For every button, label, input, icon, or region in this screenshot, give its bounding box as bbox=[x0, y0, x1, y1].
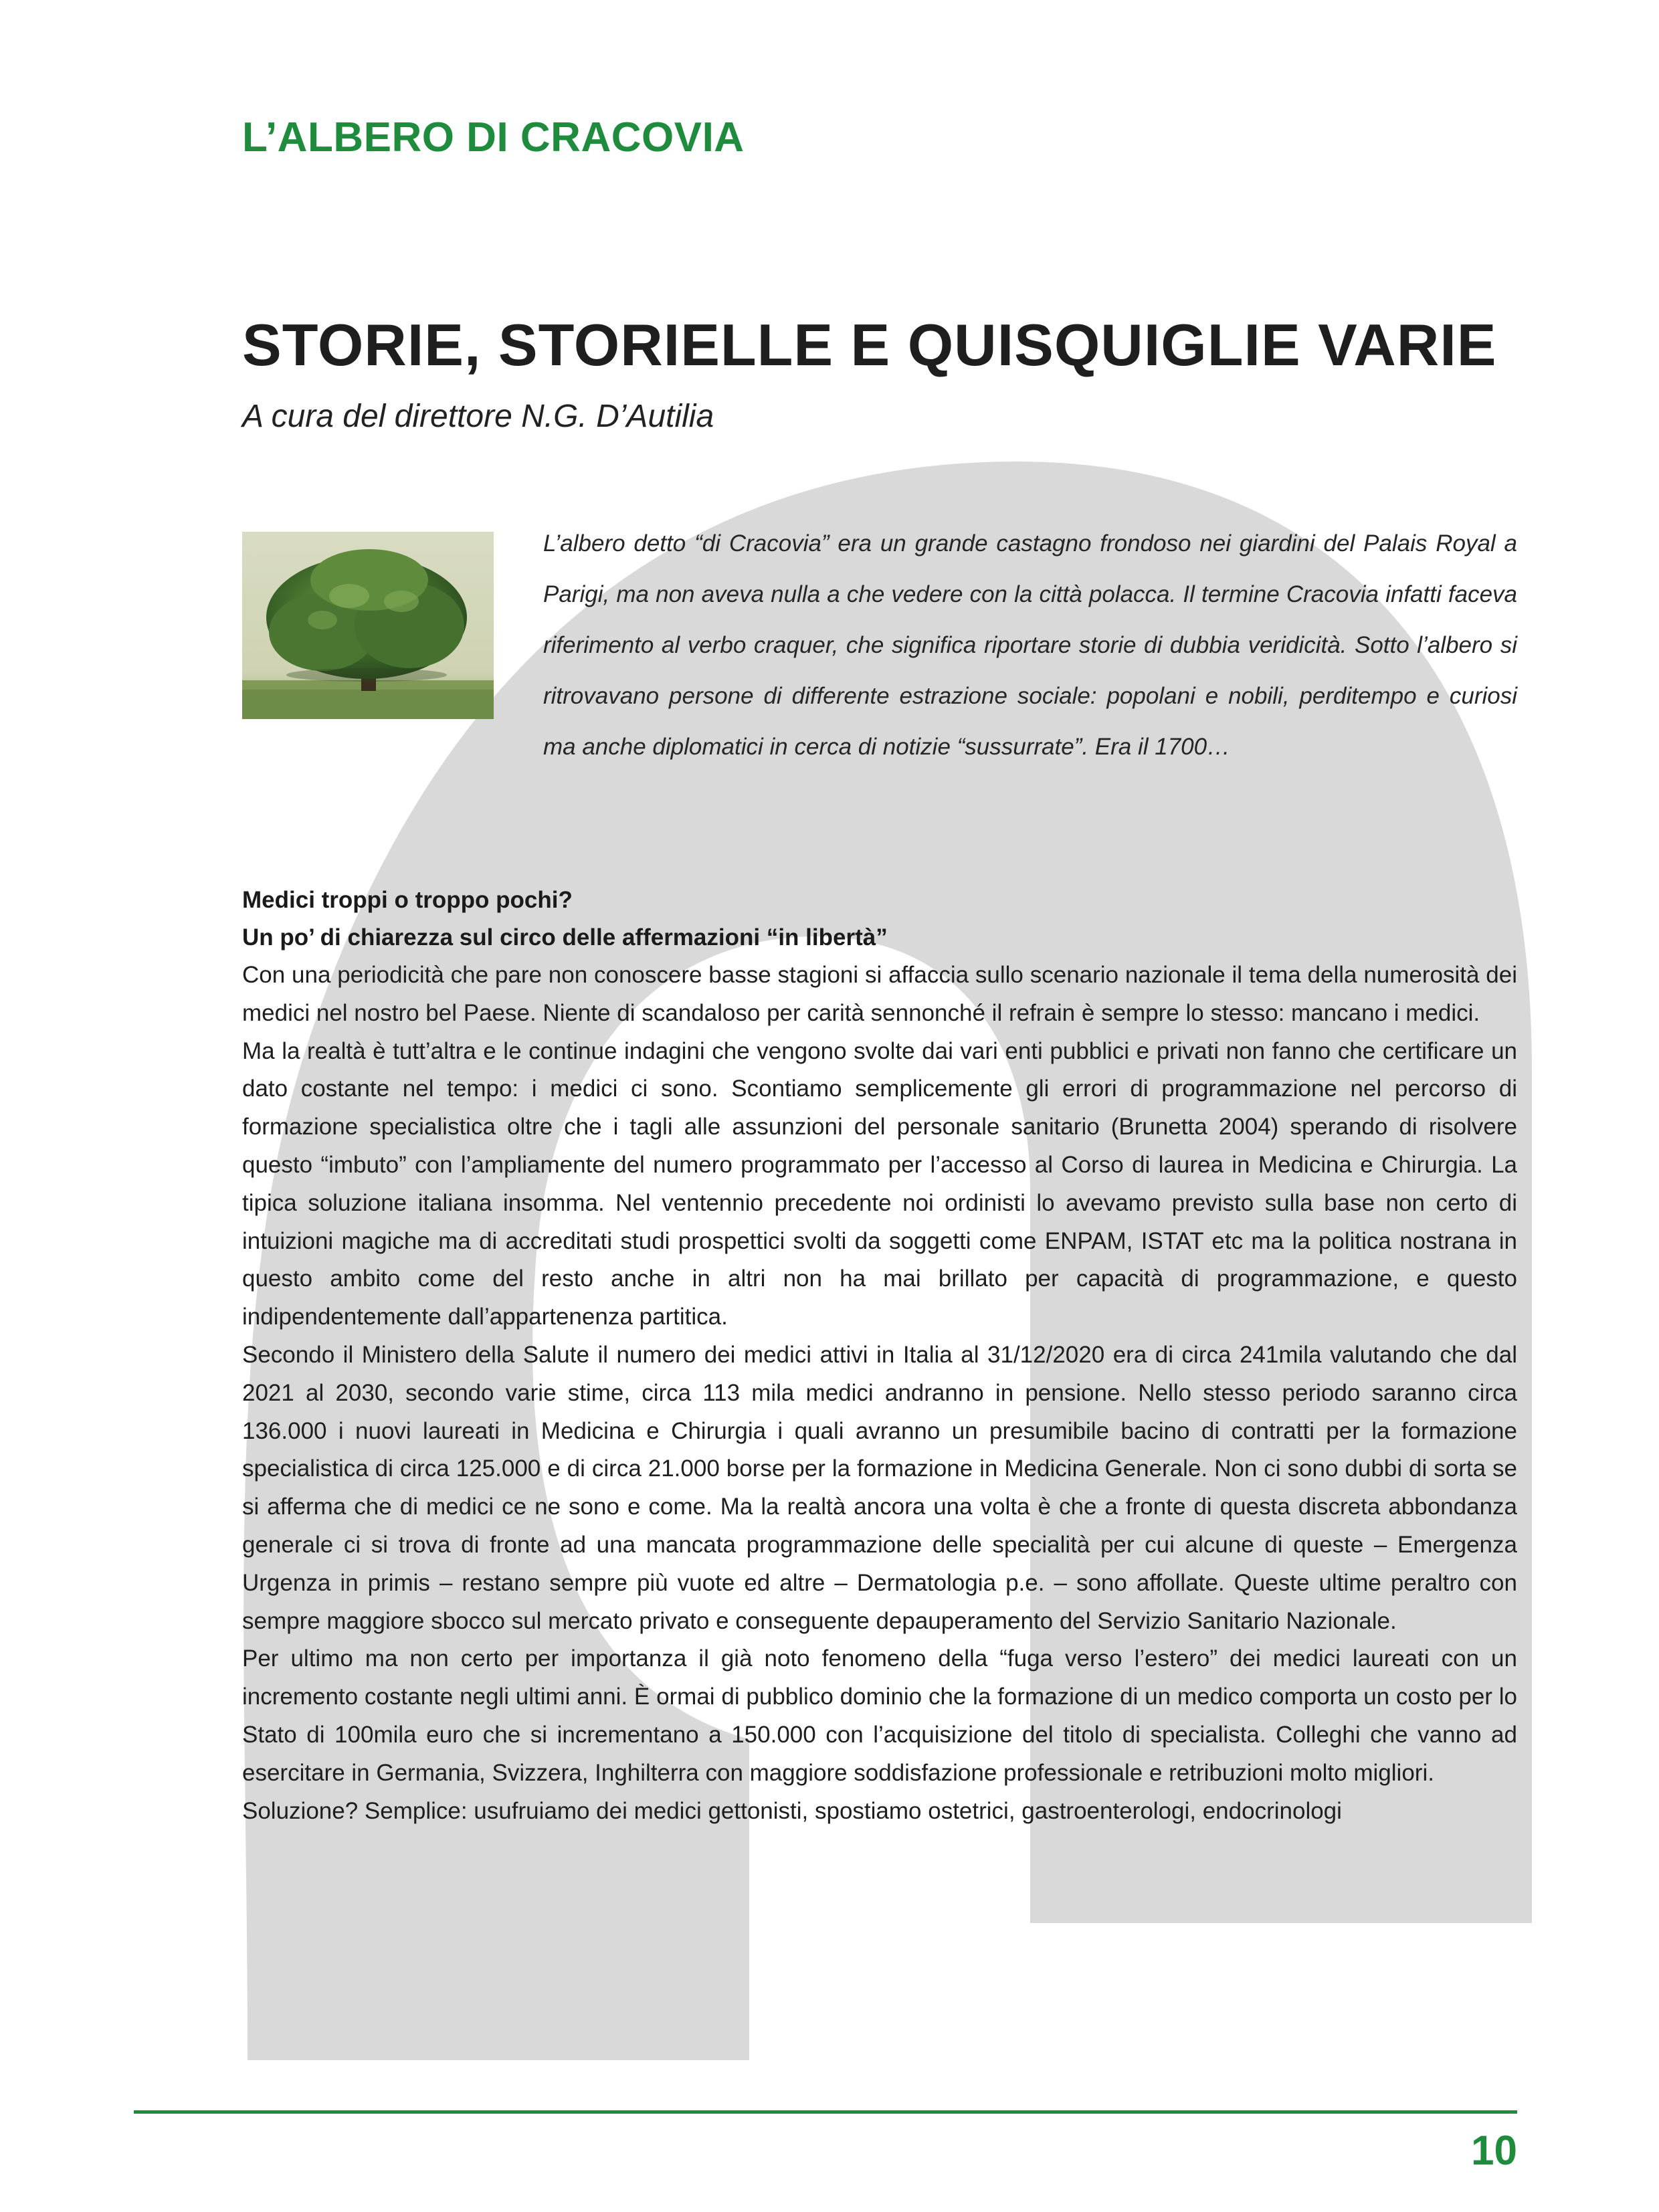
byline: A cura del direttore N.G. D’Autilia bbox=[242, 399, 714, 434]
article-heading bbox=[242, 882, 1517, 957]
article-paragraph: Soluzione? Semplice: usufruiamo dei medici gettonisti, spostiamo ostetrici, gastroenterologi, endocrinologi bbox=[242, 1797, 1342, 1824]
page-number: 10 bbox=[1471, 2128, 1517, 2174]
article-heading-subtitle: Un po’ di chiarezza sul circo delle affermazioni “in libertà” bbox=[242, 924, 888, 950]
article-heading-question: Medici troppi o troppo pochi? bbox=[242, 887, 573, 913]
intro-text: L’albero detto “di Cracovia” era un grande castagno frondoso nei giardini del Palais Royal a Parigi, ma non aveva nulla a che vedere con la città polacca. Il termine Cracovia infatti faceva riferimento al verbo craquer, che significa riportare storie di dubbia veridicità. Sotto l’albero si ritrovavano persone di differente estrazione sociale: popolani e nobili, perditempo e curiosi ma anche diplomatici in cerca di notizie “sussurrate”. Era il 1700… bbox=[543, 530, 1517, 760]
article-paragraph: Con una periodicità che pare non conoscere basse stagioni si affaccia sullo scenario nazionale il tema della numerosità dei medici nel nostro bel Paese. Niente di scandaloso per carità sennonché il refrain è sempre lo stesso: mancano i medici. bbox=[242, 962, 1517, 1026]
section-label: L’ALBERO DI CRACOVIA bbox=[242, 114, 745, 161]
intro-paragraph bbox=[242, 518, 1517, 773]
intro-image-spacer bbox=[242, 518, 543, 773]
page-title: STORIE, STORIELLE E QUISQUIGLIE VARIE bbox=[242, 312, 1497, 378]
footer-divider bbox=[134, 2110, 1517, 2114]
article-paragraph: Ma la realtà è tutt’altra e le continue indagini che vengono svolte dai vari enti pubblici e privati non fanno che certificare un dato costante nel tempo: i medici ci sono. Scontiamo semplicemente gli errori di programmazione nel percorso di formazione specialistica oltre che i tagli alle assunzioni del personale sanitario (Brunetta 2004) sperando di risolvere questo “imbuto” con l’ampliamente del numero programmato per l’accesso al Corso di laurea in Medicina e Chirurgia. La tipica soluzione italiana insomma. Nel ventennio precedente noi ordinisti lo avevamo previsto sulla base non certo di intuizioni magiche ma di accreditati studi prospettici svolti da soggetti come ENPAM, ISTAT etc ma la politica nostrana in questo ambito come del resto anche in altri non ha mai brillato per capacità di programmazione, e questo indipendentemente dall’appartenenza partitica. bbox=[242, 1037, 1517, 1330]
article-body bbox=[242, 957, 1517, 1830]
article-paragraph: Secondo il Ministero della Salute il numero dei medici attivi in Italia al 31/12/2020 era di circa 241mila valutando che dal 2021 al 2030, secondo varie stime, circa 113 mila medici andranno in pensione. Nello stesso periodo saranno circa 136.000 i nuovi laureati in Medicina e Chirurgia i quali avranno un presumibile bacino di contratti per la formazione specialistica di circa 125.000 e di circa 21.000 borse per la formazione in Medicina Generale. Non ci sono dubbi di sorta se si afferma che di medici ce ne sono e come. Ma la realtà ancora una volta è che a fronte di questa discreta abbondanza generale ci si trova di fronte ad una mancata programmazione delle specialità per cui alcune di queste – Emergenza Urgenza in primis – restano sempre più vuote ed altre – Dermatologia p.e. – sono affollate. Queste ultime peraltro con sempre maggiore sbocco sul mercato privato e conseguente depauperamento del Servizio Sanitario Nazionale. bbox=[242, 1341, 1517, 1634]
article-paragraph: Per ultimo ma non certo per importanza il già noto fenomeno della “fuga verso l’estero” dei medici laureati con un incremento costante negli ultimi anni. È ormai di pubblico dominio che la formazione di un medico comporta un costo per lo Stato di 100mila euro che si incrementano a 150.000 con l’acquisizione del titolo di specialista. Colleghi che vanno ad esercitare in Germania, Svizzera, Inghilterra con maggiore soddisfazione professionale e retribuzioni molto migliori. bbox=[242, 1645, 1517, 1786]
